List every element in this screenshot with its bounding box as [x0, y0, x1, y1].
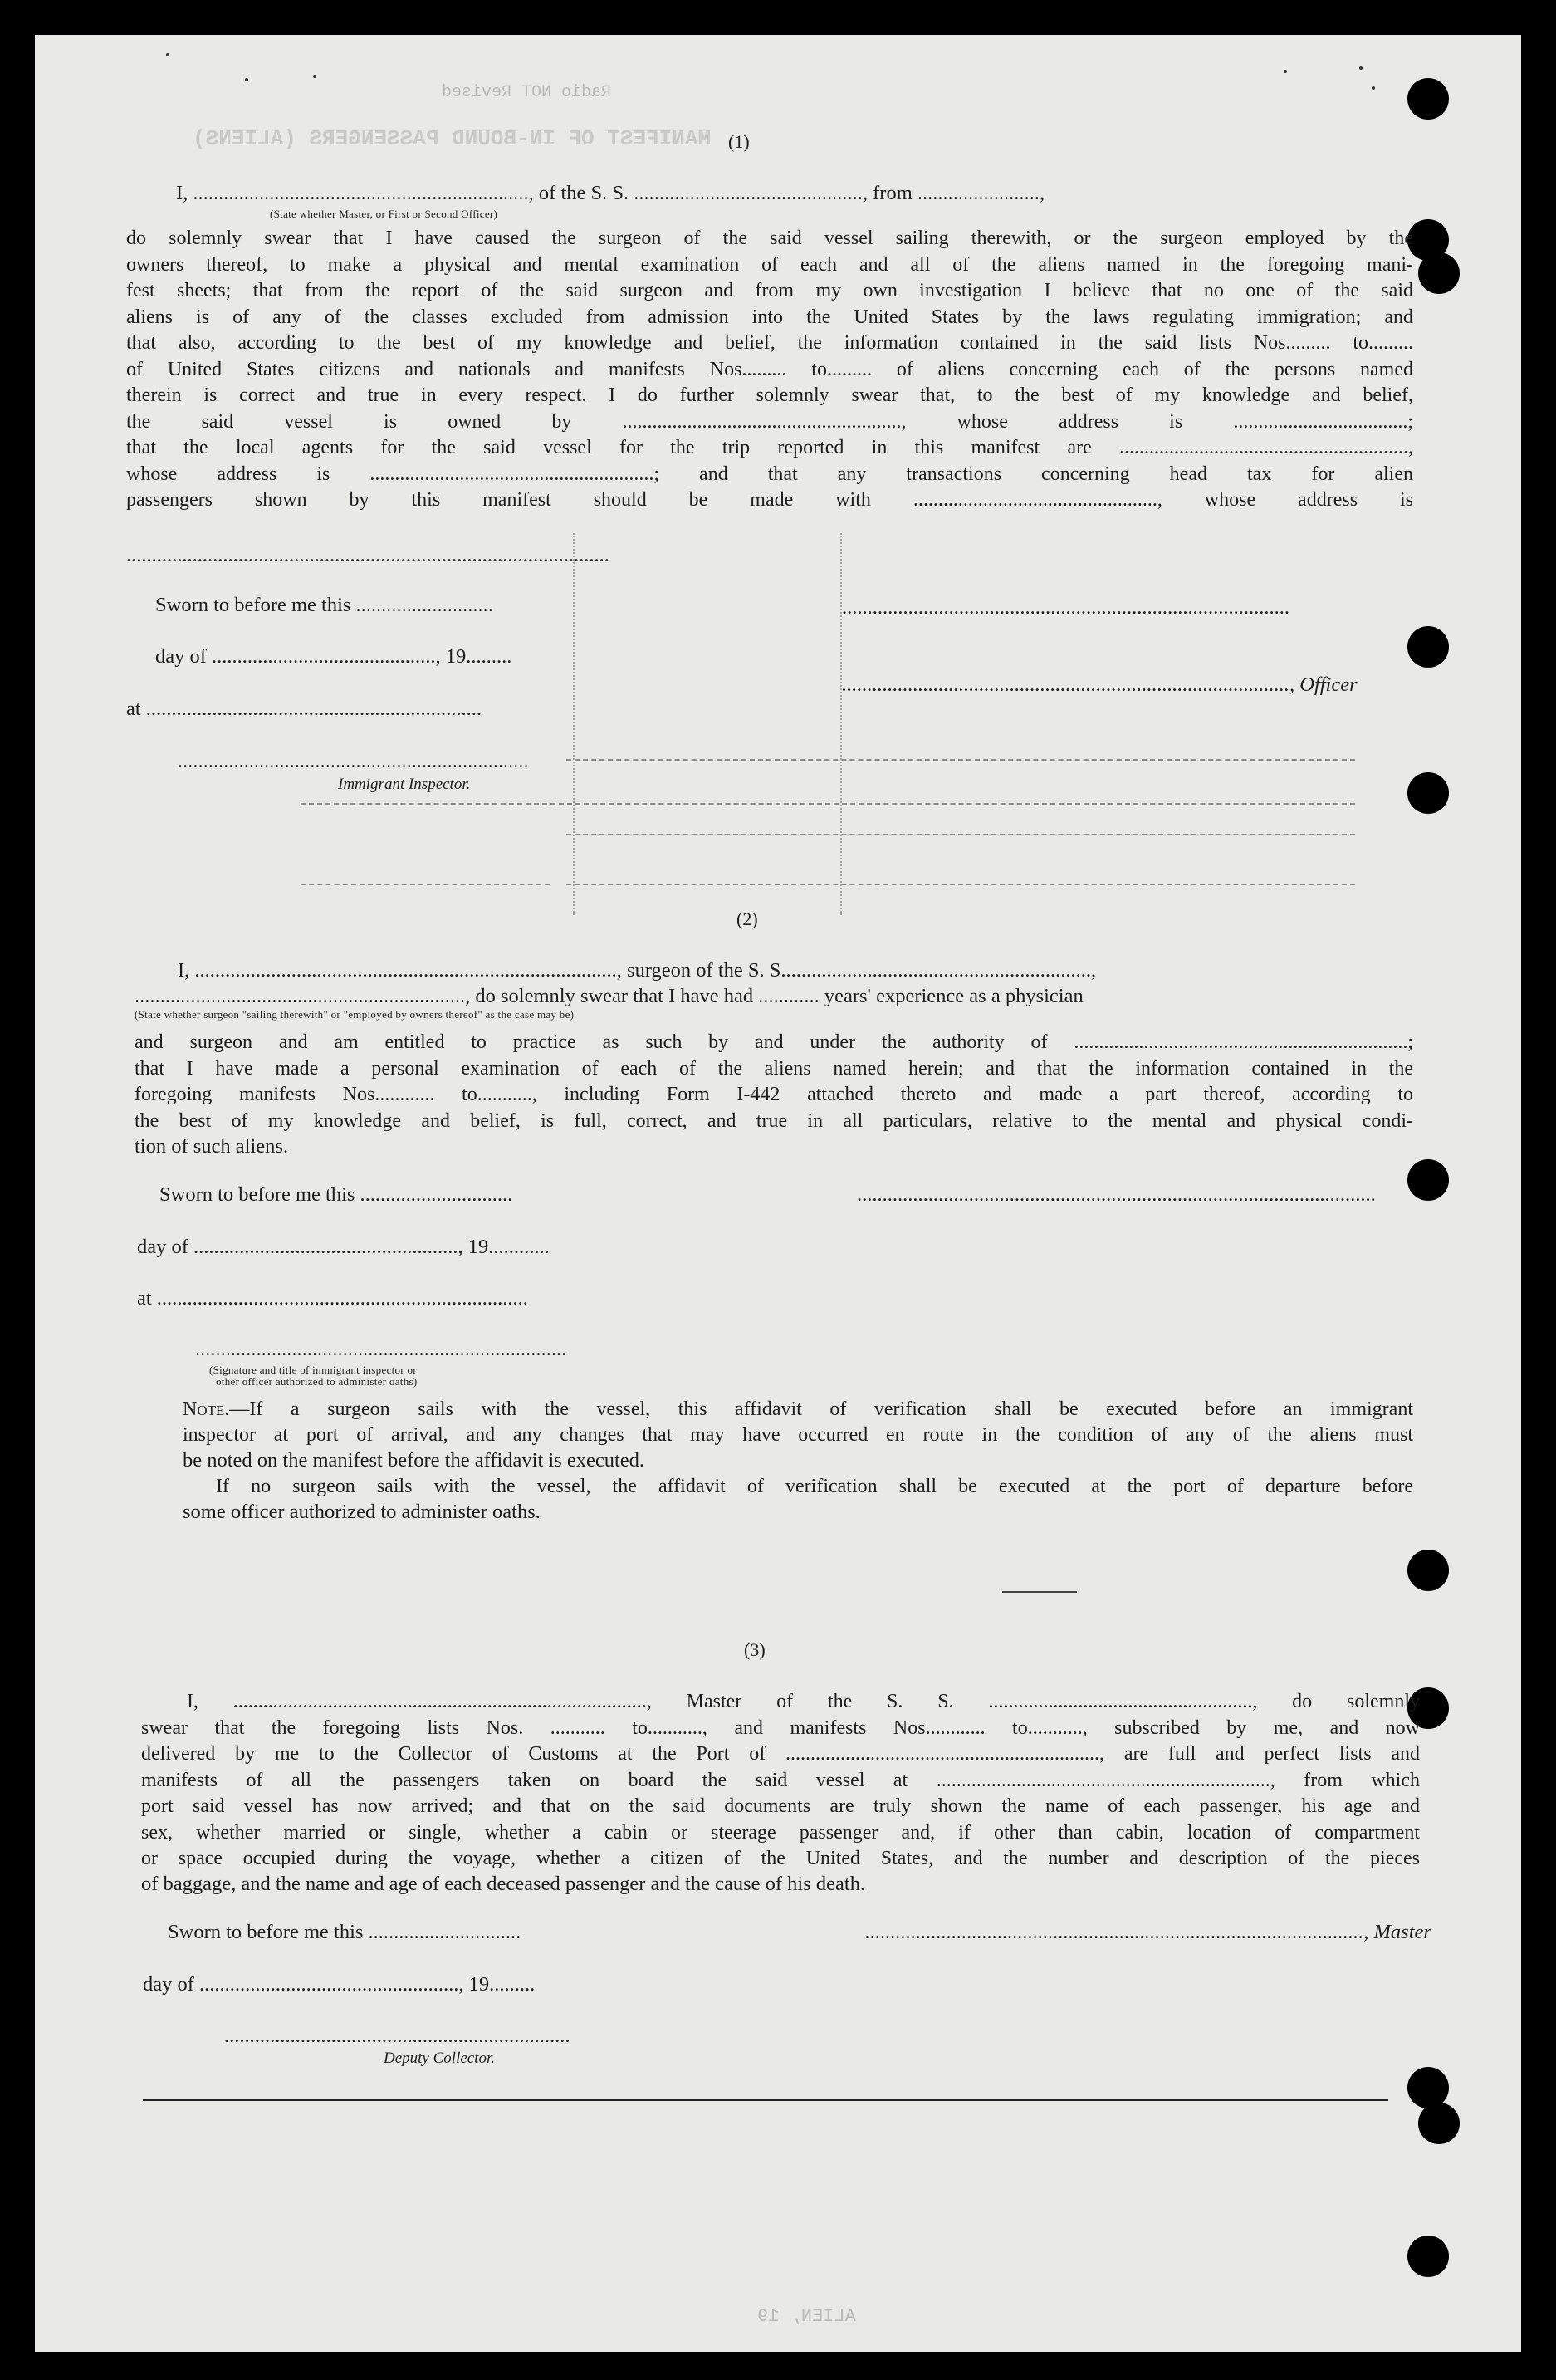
s1-para-line: whose address is .........................................................; and that any transactions concerning head tax for alien [126, 463, 1413, 485]
s1-master-line: I, .................................................................., of the S. S. ............................................., from ........................, [176, 182, 1045, 204]
s1-para-line: therein is correct and true in every respect. I do further solemnly swear that, to the best of my knowledge and belief, [126, 384, 1413, 406]
punch-hole [1407, 1550, 1449, 1591]
s2-note-paragraph [183, 1397, 1413, 1423]
s3-day-line: day of ..................................................., 19......... [143, 1973, 536, 1996]
speck [1359, 66, 1363, 70]
s3-collector-title: Deputy Collector. [384, 2049, 496, 2067]
s2-note-line [183, 1397, 1413, 1423]
s2-para-line: foregoing manifests Nos............ to..........., including Form I-442 attached thereto and made a part thereof, according to [135, 1084, 1413, 1105]
section-2-number: (2) [736, 908, 758, 929]
bleed-line [301, 803, 1355, 805]
punch-hole [1407, 2236, 1449, 2277]
speck [1372, 86, 1375, 90]
bleed-through-header: MANIFEST OF IN-BOUND PASSENGERS (ALIENS) [193, 126, 712, 151]
speck [166, 53, 169, 56]
s1-para-line: fest sheets; that from the report of the said surgeon and from my own investigation I believe that no one of the said [126, 280, 1413, 301]
bleed-line [566, 884, 1355, 885]
s2-day-line: day of ...................................................., 19............ [137, 1236, 550, 1258]
short-divider [1002, 1591, 1077, 1593]
bleed-column [573, 533, 575, 915]
s1-para-line: of United States citizens and nationals and manifests Nos......... to......... of aliens concerning each of the persons named [126, 358, 1413, 380]
s3-para-line: manifests of all the passengers taken on board the said vessel at ..................................................................., from which [141, 1769, 1420, 1791]
s2-at-line: at ......................................................................... [137, 1287, 528, 1310]
s2-note-paragraph-2 [183, 1423, 1413, 1449]
bleed-column [840, 533, 842, 915]
s2-note-last-line: be noted on the manifest before the affidavit is executed. [183, 1449, 645, 1472]
s1-inspector-signature-line: ..................................................................... [178, 750, 529, 772]
section-3-number: (3) [744, 1639, 766, 1660]
s2-para-line: and surgeon and am entitled to practice as such by and under the authority of ...................................................................; [135, 1031, 1413, 1053]
s3-para-line: sex, whether married or single, whether a cabin or steerage passenger and, if other than cabin, location of compartment [141, 1821, 1420, 1844]
s2-experience-line: ................................................................., do solemnly swear that I have had ............ years' experience as a physician [135, 985, 1084, 1007]
s1-sworn-line: Sworn to before me this ........................... [155, 594, 493, 616]
s1-para-line: aliens is of any of the classes excluded from admission into the United States by the laws regulating immigration; and [126, 306, 1413, 328]
s1-right-signature-line: ........................................................................................ [842, 596, 1289, 619]
s3-master-signature-line: .................................................................................................., Master [865, 1921, 1431, 1943]
s1-para-line: that also, according to the best of my knowledge and belief, the information contained in the said lists Nos......... to......... [126, 332, 1413, 354]
s3-collector-signature-line: .................................................................... [224, 2025, 570, 2047]
s3-para-line: port said vessel has now arrived; and that on the said documents are truly shown the name of each passenger, his age and [141, 1795, 1420, 1817]
s3-para-line: I, ..................................................................................., Master of the S. S. ....................................................., do solemnly [187, 1691, 1420, 1712]
note-text: —If a surgeon sails with the vessel, this affidavit of verification shall be executed before an immigrant [229, 1398, 1413, 1420]
s2-note2-paragraph [183, 1474, 1413, 1501]
s1-inspector-title: Immigrant Inspector. [338, 776, 471, 793]
s1-agent-address-line: ............................................................................................... [126, 544, 609, 566]
section-1-number: (1) [728, 131, 750, 152]
s3-affidavit-paragraph [141, 1689, 1420, 1873]
s1-officer-signature-line: ........................................................................................, Officer [842, 673, 1358, 696]
bleed-line [566, 834, 1355, 835]
s2-note2-last-line: some officer authorized to administer oaths. [183, 1501, 541, 1523]
punch-hole [1407, 772, 1449, 814]
s1-officer-note: (State whether Master, or First or Second Officer) [270, 208, 498, 220]
punch-hole [1407, 626, 1449, 668]
manifest-back-page [35, 35, 1521, 2352]
bleed-through-stamp: ALIEN, 19 [757, 2306, 856, 2327]
s2-surgeon-line: I, ..................................................................................., surgeon of the S. S............................................................., [178, 959, 1097, 982]
s3-para-line: or space occupied during the voyage, whether a citizen of the United States, and the number and description of the pieces [141, 1848, 1420, 1869]
s1-affidavit-paragraph [126, 226, 1413, 514]
s2-para-line: that I have made a personal examination of each of the aliens named herein; and that the information contained in the [135, 1057, 1413, 1080]
punch-hole [1407, 1159, 1449, 1201]
punch-hole [1418, 2103, 1460, 2144]
s2-sworn-line: Sworn to before me this .............................. [159, 1183, 513, 1206]
s2-signature-note-2: other officer authorized to administer oaths) [216, 1375, 418, 1388]
bleed-line [566, 759, 1355, 761]
s1-para-line: passengers shown by this manifest should be made with ................................................., whose address is [126, 489, 1413, 511]
s2-affidavit-paragraph [135, 1030, 1413, 1134]
s3-para-line: swear that the foregoing lists Nos. ........... to..........., and manifests Nos............ to..........., subscribed by me, and now [141, 1716, 1420, 1739]
s2-inspector-signature-line: ......................................................................... [195, 1338, 567, 1360]
punch-hole [1407, 78, 1449, 120]
s2-note-line: inspector at port of arrival, and any changes that may have occurred en route in the condition of any of the aliens must [183, 1424, 1413, 1446]
s2-right-signature-line: ...................................................................................................... [857, 1183, 1376, 1206]
s2-para-last-line: tion of such aliens. [135, 1135, 289, 1158]
note-label: Note. [183, 1398, 230, 1420]
s3-para-last-line: of baggage, and the name and age of each deceased passenger and the cause of his death. [141, 1873, 866, 1895]
s1-para-line: owners thereof, to make a physical and mental examination of each and all of the aliens named in the foregoing mani- [126, 253, 1413, 276]
s1-para-line: the said vessel is owned by ........................................................, whose address is ...................................; [126, 410, 1413, 433]
bottom-rule [143, 2099, 1388, 2101]
speck [1284, 70, 1287, 73]
s1-day-line: day of ............................................, 19......... [155, 645, 512, 668]
speck [245, 78, 248, 81]
s2-para-line: the best of my knowledge and belief, is full, correct, and true in all particulars, relative to the mental and physical condi- [135, 1109, 1413, 1132]
punch-hole [1418, 252, 1460, 294]
s3-para-line: delivered by me to the Collector of Customs at the Port of ..............................................................., are full and perfect lists and [141, 1743, 1420, 1765]
s2-signature-note-1: (Signature and title of immigrant inspector or [209, 1364, 417, 1376]
s1-para-line: that the local agents for the said vessel for the trip reported in this manifest are .........................................................., [126, 437, 1413, 458]
s1-para-line: do solemnly swear that I have caused the surgeon of the said vessel sailing therewith, or the surgeon employed by the [126, 228, 1413, 249]
bleed-line [301, 884, 550, 885]
speck [313, 75, 316, 78]
s3-sworn-line: Sworn to before me this .............................. [168, 1921, 521, 1943]
s2-note2-line: If no surgeon sails with the vessel, the affidavit of verification shall be executed at the port of departure before [216, 1476, 1413, 1497]
s1-at-line: at .................................................................. [126, 698, 482, 720]
s2-surgeon-note: (State whether surgeon "sailing therewith" or "employed by owners thereof" as the case may be) [135, 1008, 575, 1021]
bleed-through-subtitle: Radio NOT Revised [442, 83, 612, 102]
